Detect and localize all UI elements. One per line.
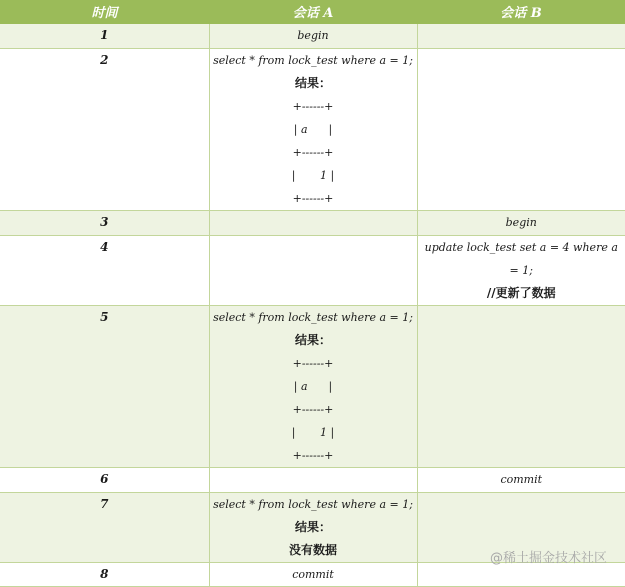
session-b-line: begin: [418, 211, 625, 234]
time-cell: [0, 563, 209, 587]
table-row: [0, 306, 625, 468]
session-b-cell: [417, 49, 625, 211]
session-a-line: +------+: [210, 444, 417, 467]
time-value: 8: [0, 563, 209, 586]
session-a-line: 没有数据: [210, 539, 417, 562]
time-cell: [0, 211, 209, 236]
session-a-line: +------+: [210, 398, 417, 421]
table-row: [0, 563, 625, 587]
time-cell: [0, 306, 209, 468]
time-value: 5: [0, 306, 209, 329]
session-b-cell: [417, 236, 625, 306]
header-time: 时间: [0, 0, 209, 24]
session-a-line: +------+: [210, 187, 417, 210]
table-row: [0, 49, 625, 211]
session-a-line: | a |: [210, 375, 417, 398]
time-cell: [0, 493, 209, 563]
time-cell: [0, 24, 209, 49]
time-value: 4: [0, 236, 209, 259]
header-session-a: 会话 A: [209, 0, 417, 24]
session-a-line: | 1 |: [210, 421, 417, 444]
session-a-line: 结果：: [210, 329, 417, 352]
header-session-b: 会话 B: [417, 0, 625, 24]
session-a-cell: [209, 49, 417, 211]
session-a-line: +------+: [210, 95, 417, 118]
time-value: 2: [0, 49, 209, 72]
time-cell: [0, 49, 209, 211]
session-a-cell: [209, 563, 417, 587]
table-row: [0, 468, 625, 493]
session-a-line: begin: [210, 24, 417, 47]
session-a-line: 结果：: [210, 72, 417, 95]
session-a-line: +------+: [210, 141, 417, 164]
session-a-line: select * from lock_test where a = 1;: [210, 306, 417, 329]
table-row: [0, 236, 625, 306]
session-a-cell: [209, 493, 417, 563]
time-cell: [0, 468, 209, 493]
time-value: 1: [0, 24, 209, 47]
session-a-cell: [209, 236, 417, 306]
time-value: 3: [0, 211, 209, 234]
time-value: 7: [0, 493, 209, 516]
session-a-line: commit: [210, 563, 417, 586]
time-cell: [0, 236, 209, 306]
session-a-cell: [209, 211, 417, 236]
session-b-cell: [417, 563, 625, 587]
session-b-cell: [417, 211, 625, 236]
session-a-line: select * from lock_test where a = 1;: [210, 49, 417, 72]
session-b-line: update lock_test set a = 4 where a: [418, 236, 625, 259]
time-value: 6: [0, 468, 209, 491]
session-a-line: select * from lock_test where a = 1;: [210, 493, 417, 516]
session-b-cell: [417, 24, 625, 49]
session-a-line: | 1 |: [210, 164, 417, 187]
session-a-cell: [209, 306, 417, 468]
session-b-line: = 1;: [418, 259, 625, 282]
table-row: [0, 24, 625, 49]
session-b-cell: [417, 306, 625, 468]
session-a-cell: [209, 24, 417, 49]
session-a-line: +------+: [210, 352, 417, 375]
session-b-line: //更新了数据: [418, 282, 625, 305]
header-row: [0, 0, 625, 24]
session-a-cell: [209, 468, 417, 493]
session-a-line: | a |: [210, 118, 417, 141]
session-a-line: 结果：: [210, 516, 417, 539]
table-row: [0, 211, 625, 236]
session-b-line: commit: [418, 468, 625, 491]
watermark: @稀土掘金技术社区: [490, 547, 607, 566]
session-b-cell: [417, 468, 625, 493]
